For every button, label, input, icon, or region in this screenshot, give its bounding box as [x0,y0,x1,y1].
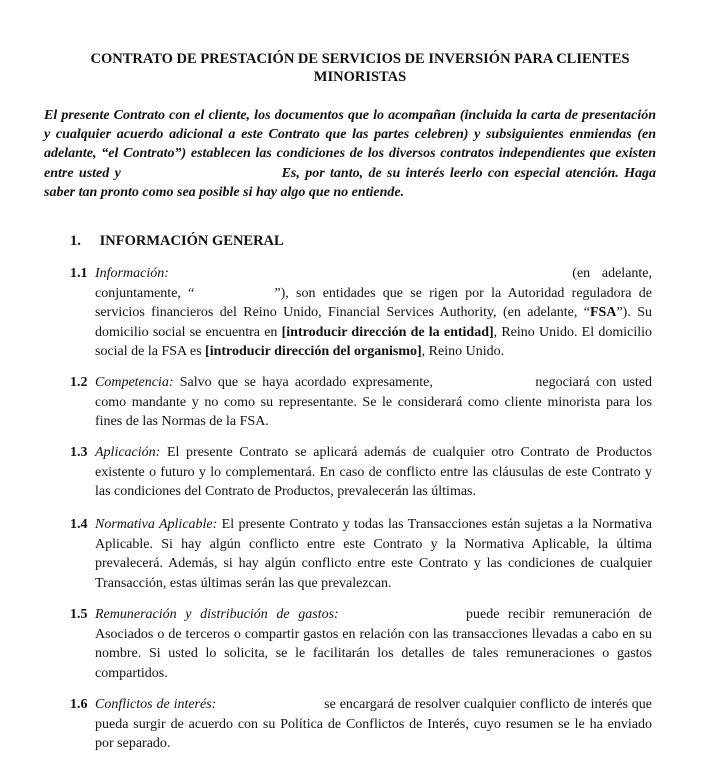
clause-text: , Reino Unido. El domicilio social de la FSA es [95,324,652,359]
redacted-text [126,168,276,178]
redacted-text [220,700,320,710]
clause-text: ”). Su domicilio social se encuentra en [95,305,652,340]
intro-paragraph [44,106,656,202]
intro-text: El presente Contrato con el cliente, los documentos que lo acompañan (incluida la carta de presentación y cualquier acuerdo adicional a este Contrato que las partes celebren) y subsiguientes enmiendas (en adelante, “el Contrato”) establecen las condiciones de los diversos contratos independientes que existen entre usted y [44,108,656,181]
clause-title: Normativa Aplicable: [95,517,218,532]
clause-body [95,515,652,593]
section-title: INFORMACIÓN GENERAL [99,233,284,249]
clause-1-6 [70,695,652,754]
clause-body [95,443,652,502]
clause-text: Salvo que se haya acordado expresamente, [179,375,433,390]
clause-number: 1.6 [70,697,88,712]
clause-body [95,264,652,362]
clause-body [95,373,652,432]
clause-1-1 [70,264,652,362]
clause-text: se encargará de resolver cualquier conflicto de interés que pueda surgir de acuerdo con su Política de Conflictos de Interés, cuyo resumen se le ha enviado por separado. [95,697,653,751]
clause-bold-text: [introducir dirección de la entidad] [281,324,494,340]
redacted-text [439,378,529,388]
redacted-text [181,269,561,279]
clause-title: Información: [95,266,169,281]
redacted-text [194,288,274,298]
clause-body [95,605,652,683]
section-heading [70,233,284,250]
clause-title: Aplicación: [95,445,161,460]
clause-1-5 [70,605,652,683]
clause-number: 1.4 [70,517,88,532]
clause-text: ”), son entidades que se rigen por la Autoridad reguladora de servicios financieros del Reino Unido, Financial Services Authority, (en adelante, “ [95,285,652,320]
clause-text: (en adelante, conjuntamente, “ [95,266,653,301]
clause-text: El presente Contrato se aplicará además de cualquier otro Contrato de Productos existente o futuro y lo complementará. En caso de conflicto entre las cláusulas de este Contrato y las condiciones del Contrato de Productos, prevalecerán las últimas. [95,445,652,499]
section-number: 1. [70,233,81,249]
clause-title: Remuneración y distribución de gastos: [95,607,339,622]
clause-text: negociará con usted como mandante y no como su representante. Se le considerará como cliente minorista para los fines de las Normas de la FSA. [95,375,652,429]
clause-1-4 [70,515,652,593]
clause-title: Conflictos de interés: [95,697,217,712]
clause-text: El presente Contrato y todas las Transacciones están sujetas a la Normativa Aplicable. Si hay algún conflicto entre este Contrato y la Normativa Aplicable, la última prevalecerá. Además, si hay algún conflicto entre este Contrato y las condiciones de cualquier Transacción, estas últimas serán las que prevalezcan. [95,517,653,591]
clause-number: 1.2 [70,375,88,390]
clause-number: 1.1 [70,266,88,281]
clause-1-3 [70,443,652,502]
intro-text-end: Es, por tanto, de su interés leerlo con especial atención. Haga saber tan pronto como sea posible si hay algo que no entiende. [44,165,657,200]
redacted-text [347,610,457,620]
clause-text: , Reino Unido. [421,344,505,359]
clause-body [95,695,652,754]
clause-number: 1.3 [70,445,88,460]
clause-title: Competencia: [95,375,174,390]
clause-1-2 [70,373,652,432]
clause-bold-text: [introducir dirección del organismo] [205,344,422,359]
clause-text: puede recibir remuneración de Asociados o de terceros o compartir gastos en relación con las transacciones llevadas a cabo en su nombre. Si usted lo solicita, se le facilitarán los detalles de tales remuneraciones o gastos compartidos. [95,607,653,681]
document-title: CONTRATO DE PRESTACIÓN DE SERVICIOS DE INVERSIÓN PARA CLIENTES MINORISTAS [90,51,630,85]
clause-bold-text: FSA [589,305,617,320]
clause-number: 1.5 [70,607,88,622]
